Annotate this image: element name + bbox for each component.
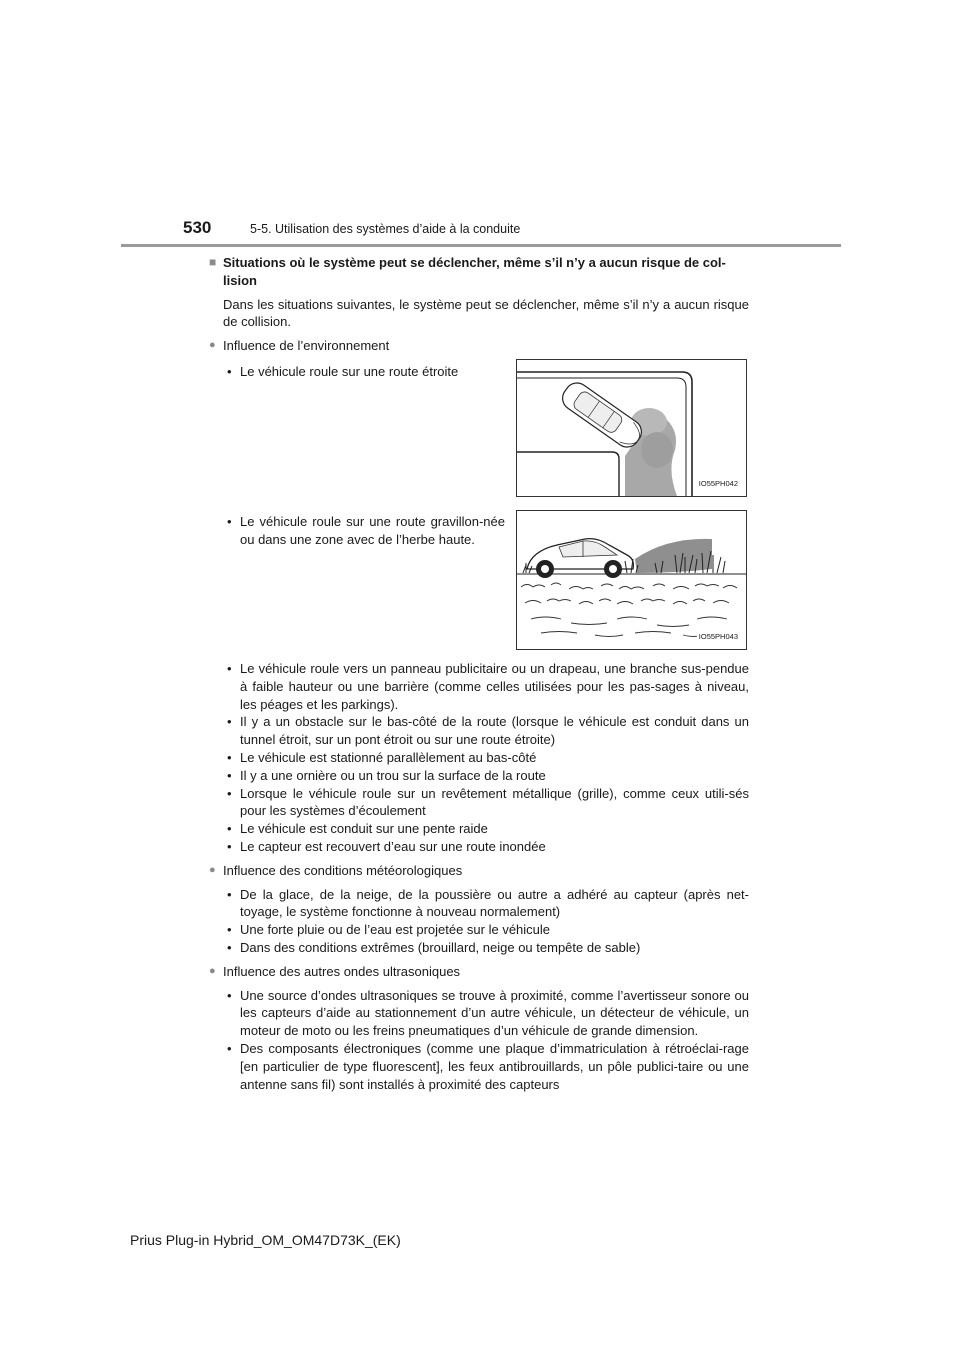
list-item: • Une source d’ondes ultrasoniques se trouve à proximité, comme l’avertisseur sonore ou les capteurs d’aide au stationnement d’un autre véhicule, un détecteur de véhicule, un moteur de moto ou les freins pneumatiques d’un véhicule de grande dimension. bbox=[223, 987, 749, 1040]
list-item: • Le véhicule roule vers un panneau publicitaire ou un drapeau, une branche sus-pendue à faible hauteur ou une barrière (comme celles utilisées pour les pas-sages à niveau, les péages et les parkings). bbox=[223, 660, 749, 713]
square-bullet-icon: ■ bbox=[209, 255, 217, 269]
list-item: • Il y a un obstacle sur le bas-côté de la route (lorsque le véhicule est conduit dans un tunnel étroit, sur un pont étroit ou sur une route étroite) bbox=[223, 713, 749, 749]
group-title-environment bbox=[209, 337, 749, 355]
group-title-text: Influence de l’environnement bbox=[223, 338, 390, 354]
list-item: • Le capteur est recouvert d’eau sur une route inondée bbox=[223, 838, 749, 856]
list-item: • Dans des conditions extrêmes (brouillard, neige ou tempête de sable) bbox=[223, 939, 749, 957]
circle-bullet-icon: ● bbox=[209, 863, 216, 876]
group-title-text: Influence des autres ondes ultrasoniques bbox=[223, 963, 461, 979]
circle-bullet-icon: ● bbox=[209, 339, 216, 352]
list-item: • Une forte pluie ou de l’eau est projetée sur le véhicule bbox=[223, 921, 749, 939]
ultrasonic-list bbox=[223, 987, 749, 1094]
figure-item-list bbox=[223, 363, 505, 497]
section-heading bbox=[209, 254, 749, 290]
list-item: • Le véhicule est conduit sur une pente raide bbox=[223, 820, 749, 838]
main-content bbox=[209, 254, 749, 1093]
figure-row-gravel-road bbox=[209, 509, 749, 650]
gravel-road-illustration bbox=[516, 510, 747, 650]
list-item: • De la glace, de la neige, de la poussière ou autre a adhéré au capteur (après net-toyage, le système fonctionne à nouveau normalement) bbox=[223, 886, 749, 922]
narrow-road-illustration bbox=[516, 359, 747, 497]
figure-item-list bbox=[223, 513, 505, 650]
list-item: • Le véhicule est stationné parallèlement au bas-côté bbox=[223, 749, 749, 767]
group-title-weather bbox=[209, 862, 749, 880]
document-footer: Prius Plug-in Hybrid_OM_OM47D73K_(EK) bbox=[130, 1232, 401, 1248]
list-item: • Il y a une ornière ou un trou sur la surface de la route bbox=[223, 767, 749, 785]
group-title-text: Influence des conditions météorologiques bbox=[223, 862, 463, 878]
list-item: • Le véhicule roule sur une route gravillon-née ou dans une zone avec de l’herbe haute. bbox=[223, 513, 505, 549]
group-title-ultrasonic bbox=[209, 963, 749, 981]
figure-code: IO55PH043 bbox=[697, 628, 740, 646]
page-number: 530 bbox=[183, 218, 212, 237]
weather-list bbox=[223, 886, 749, 957]
circle-bullet-icon: ● bbox=[209, 964, 216, 977]
figure-code: IO55PH042 bbox=[697, 475, 740, 493]
section-title: 5-5. Utilisation des systèmes d’aide à la conduite bbox=[250, 222, 521, 236]
header-rule bbox=[121, 244, 841, 247]
heading-text: Situations où le système peut se déclencher, même s’il n’y a aucun risque de col-lision bbox=[223, 255, 726, 288]
list-item: • Le véhicule roule sur une route étroite bbox=[223, 363, 505, 381]
list-item: • Des composants électroniques (comme une plaque d’immatriculation à rétroéclai-rage [en particulier de type fluorescent], les feux antibrouillards, un pôle publici-taire ou une antenne sans fil) sont installés à proximité des capteurs bbox=[223, 1040, 749, 1093]
environment-list bbox=[223, 660, 749, 856]
figure-row-narrow-road bbox=[209, 359, 749, 497]
list-item: • Lorsque le véhicule roule sur un revêtement métallique (grille), comme ceux utili-sés pour les systèmes d’écoulement bbox=[223, 785, 749, 821]
intro-paragraph: Dans les situations suivantes, le système peut se déclencher, même s’il n’y a aucun risque de collision. bbox=[223, 296, 749, 330]
